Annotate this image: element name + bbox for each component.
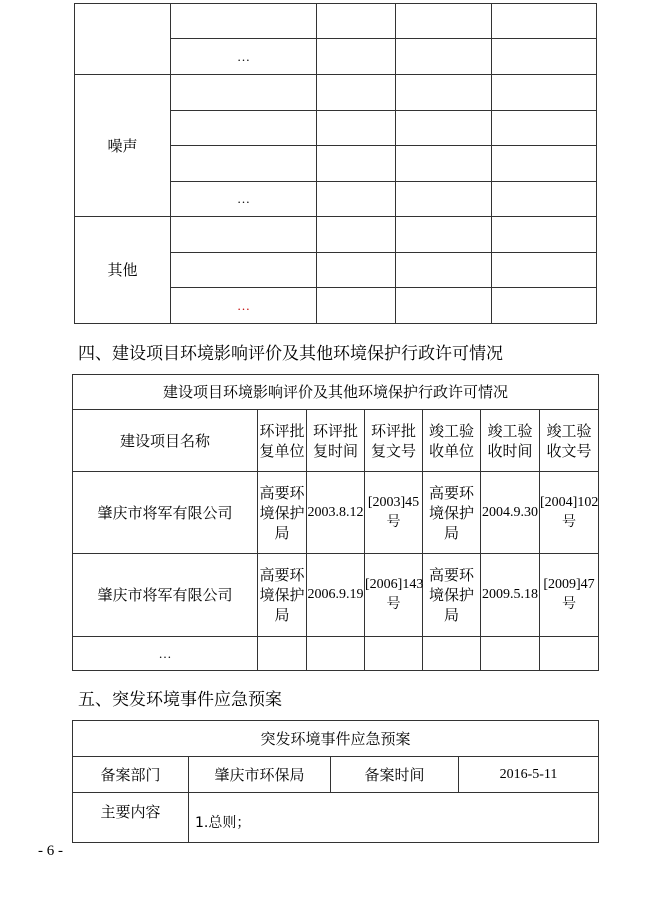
row-project-name: 肇庆市将军有限公司	[73, 554, 258, 637]
row-eia-doc: [2006]143 号	[365, 554, 423, 637]
row-project-name: 肇庆市将军有限公司	[73, 472, 258, 554]
ellipsis-cell: …	[171, 288, 317, 324]
emergency-plan-table	[72, 720, 599, 843]
row-acc-doc: [2004]102 号	[540, 472, 599, 554]
ellipsis-cell: …	[171, 182, 317, 217]
row-eia-unit: 高要环境保护局	[258, 472, 307, 554]
row-eia-doc: [2003]45 号	[365, 472, 423, 554]
content-value: 1.总则；	[189, 793, 599, 843]
row-acc-time: 2004.9.30	[481, 472, 540, 554]
pollutant-table	[74, 3, 597, 324]
group-cell-other: 其他	[75, 217, 171, 324]
filing-dept-value: 肇庆市环保局	[189, 757, 331, 793]
section4-heading: 四、建设项目环境影响评价及其他环境保护行政许可情况	[78, 344, 503, 364]
row-eia-unit: 高要环境保护局	[258, 554, 307, 637]
header-acc-doc: 竣工验收文号	[540, 410, 599, 472]
header-project-name: 建设项目名称	[73, 410, 258, 472]
group-cell-noise: 噪声	[75, 75, 171, 217]
section5-heading: 五、突发环境事件应急预案	[78, 690, 282, 710]
emergency-plan-title: 突发环境事件应急预案	[73, 721, 599, 757]
filing-dept-label: 备案部门	[73, 757, 189, 793]
ellipsis-cell: …	[171, 39, 317, 75]
ellipsis-cell: …	[73, 637, 258, 671]
row-acc-doc: [2009]47 号	[540, 554, 599, 637]
header-acc-time: 竣工验收时间	[481, 410, 540, 472]
group-cell-blank	[75, 4, 171, 75]
eia-table	[72, 374, 599, 671]
filing-time-value: 2016-5-11	[459, 757, 599, 793]
eia-table-title: 建设项目环境影响评价及其他环境保护行政许可情况	[73, 375, 599, 410]
row-eia-time: 2006.9.19	[307, 554, 365, 637]
content-label: 主要内容	[73, 793, 189, 843]
filing-time-label: 备案时间	[331, 757, 459, 793]
header-eia-time: 环评批复时间	[307, 410, 365, 472]
row-acc-unit: 高要环境保护局	[423, 472, 481, 554]
page-number: - 6 -	[38, 843, 63, 859]
row-acc-unit: 高要环境保护局	[423, 554, 481, 637]
header-acc-unit: 竣工验收单位	[423, 410, 481, 472]
row-acc-time: 2009.5.18	[481, 554, 540, 637]
header-eia-doc: 环评批复文号	[365, 410, 423, 472]
row-eia-time: 2003.8.12	[307, 472, 365, 554]
header-eia-unit: 环评批复单位	[258, 410, 307, 472]
